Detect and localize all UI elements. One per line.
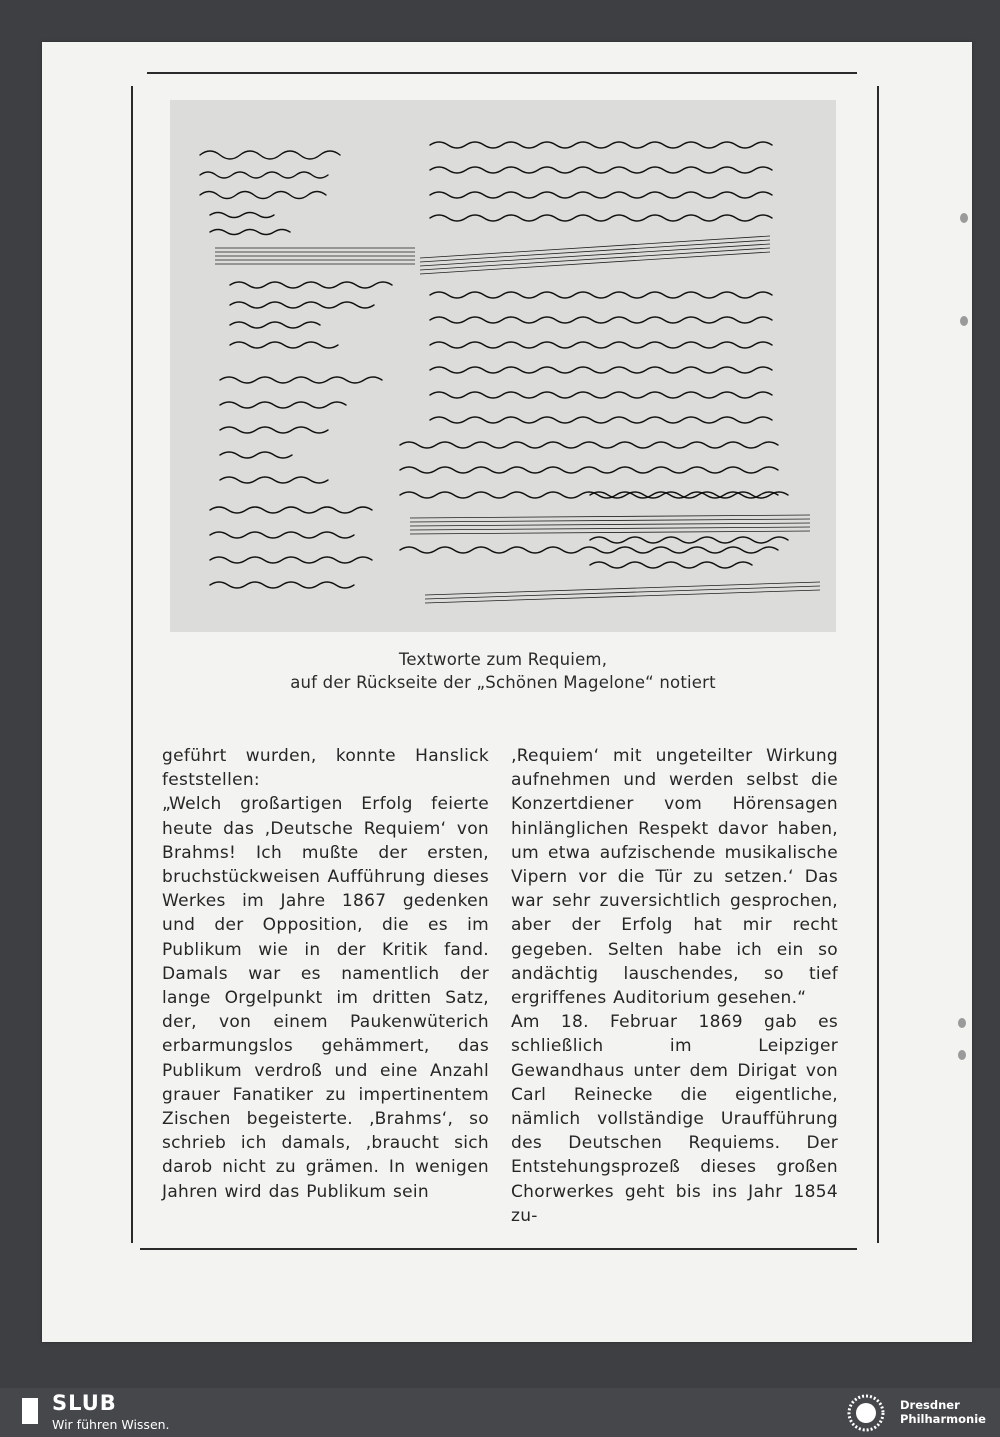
partner-name-line-2: Philharmonie xyxy=(900,1412,986,1426)
partner-name xyxy=(900,1398,986,1426)
figure-caption xyxy=(170,648,836,694)
top-rule xyxy=(147,72,857,74)
text-column-right xyxy=(511,744,838,1228)
paragraph: „Welch großartigen Erfolg feierte heute das ‚Deutsche Requiem‘ von Brahms! Ich mußte der ersten, bruchstückweisen Aufführung dieses Werkes im Jahre 1867 gedenken und der Opposition, die es im Publikum wie in der Kritik fand. Damals war es namentlich der lange Orgelpunkt im dritten Satz, der, von einem Paukenwüterich erbarmungslos gehämmert, das Publikum verdroß und eine Anzahl grauer Fanatiker zu impertinentem Zischen begeisterte. ‚Brahms‘, so schrieb ich damals, ‚braucht sich darob nicht zu grämen. In wenigen Jahren wird das Publikum sein xyxy=(162,794,489,1202)
dresdner-philharmonie-logo-icon xyxy=(842,1392,890,1434)
frame-right-line xyxy=(877,86,879,1243)
punch-hole xyxy=(958,1018,966,1028)
paragraph: ‚Requiem‘ mit ungeteilter Wirkung aufnehmen und werden selbst die Konzertdiener vom Hörensagen hinlänglichen Respekt davor haben, um etwa aufzischende musikalische Vipern vor die Tür zu setzen.‘ Das war sehr zuversichtlich gesprochen, aber der Erfolg hat mir recht gegeben. Selten habe ich ein so andächtig lauschendes, so tief ergriffenes Auditorium gesehen.“ xyxy=(511,746,838,1009)
text-column-left xyxy=(162,744,489,1204)
paragraph: geführt wurden, konnte Hanslick feststellen: xyxy=(162,746,489,791)
paragraph: Am 18. Februar 1869 gab es schließlich im Leipziger Gewandhaus unter dem Dirigat von Carl Reinecke die eigentliche, nämlich vollständige Uraufführung des Deutschen Requiems. Der Entstehungsprozeß dieses großen Chorwerkes geht bis ins Jahr 1854 zu- xyxy=(511,1012,838,1226)
caption-line-2: auf der Rückseite der „Schönen Magelone“ notiert xyxy=(290,673,716,692)
viewer-footer xyxy=(0,1388,1000,1437)
frame-left-line xyxy=(131,86,133,1243)
slub-tagline: Wir führen Wissen. xyxy=(52,1417,170,1432)
punch-hole xyxy=(960,316,968,326)
partner-name-line-1: Dresdner xyxy=(900,1398,960,1412)
manuscript-image xyxy=(170,100,836,632)
punch-hole xyxy=(960,213,968,223)
punch-hole xyxy=(958,1050,966,1060)
caption-line-1: Textworte zum Requiem, xyxy=(398,650,608,669)
bottom-rule xyxy=(140,1248,857,1250)
slub-brand-name: SLUB xyxy=(52,1391,117,1415)
slub-logo-icon xyxy=(12,1396,40,1428)
